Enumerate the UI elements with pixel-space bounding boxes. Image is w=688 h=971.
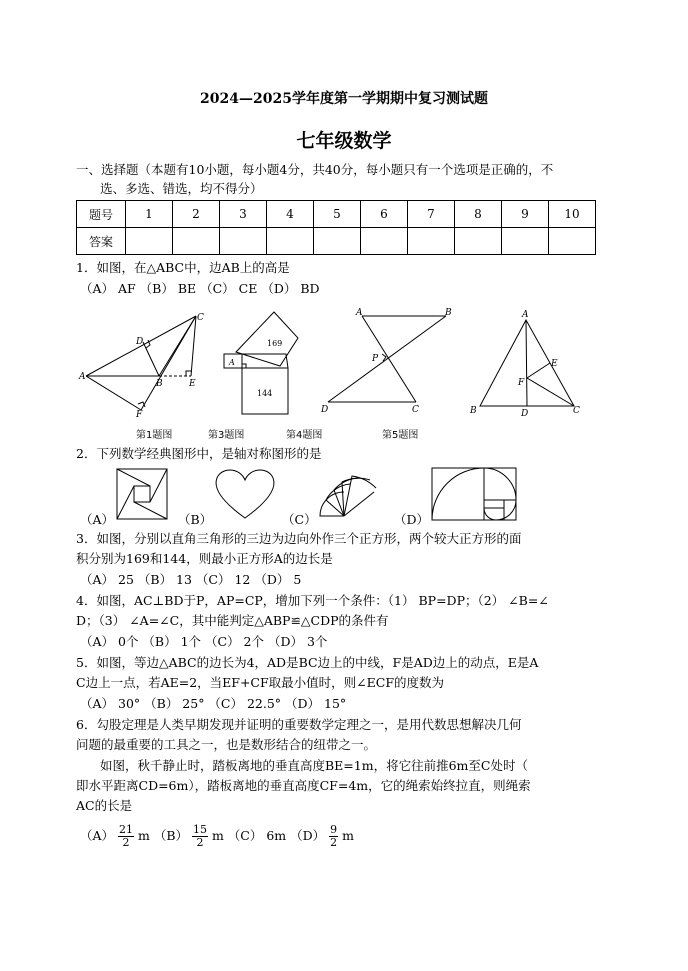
answer-cell[interactable]: [126, 228, 173, 255]
q2-option-d: （D）: [394, 512, 430, 527]
number-row-head: 题号: [77, 201, 126, 228]
answer-cell[interactable]: [361, 228, 408, 255]
number-cell: 8: [455, 201, 502, 228]
number-cell: 1: [126, 201, 173, 228]
section1-heading-line1: 一、选择题（本题有10小题，每小题4分，共40分，每小题只有一个选项是正确的，不: [76, 162, 554, 177]
q6-option-a-fraction: [118, 824, 134, 849]
answer-table-answer-row: [77, 228, 596, 255]
q5-options: （A） 30° （B） 25° （C） 22.5° （D） 15°: [80, 696, 347, 711]
q6-option-a-denominator: 2: [122, 836, 130, 849]
point-label-b: B: [470, 406, 477, 416]
answer-row-head: 答案: [77, 228, 126, 255]
figure-q2-pinwheel: [114, 466, 172, 522]
q6-option-b-denominator: 2: [196, 836, 204, 849]
point-label-d: D: [321, 405, 329, 415]
point-label-b: B: [156, 379, 163, 389]
answer-cell[interactable]: [455, 228, 502, 255]
number-cell: 4: [267, 201, 314, 228]
square-label-144: 144: [257, 389, 273, 398]
number-cell: 6: [361, 201, 408, 228]
point-label-d: D: [521, 409, 529, 418]
point-label-c: C: [412, 405, 419, 415]
figure-q1: [76, 306, 206, 418]
q6-option-d-unit: m: [342, 828, 354, 843]
q5-line2: C边上一点，若AE=2，当EF+CF取最小值时，则∠ECF的度数为: [76, 675, 444, 690]
answer-cell[interactable]: [220, 228, 267, 255]
caption-fig1: 第1题图: [136, 430, 173, 441]
q6-option-b-numerator: 15: [193, 823, 207, 836]
figure-q2-heart: [210, 466, 280, 522]
point-label-p: P: [372, 354, 379, 364]
q6-line5: AC的长是: [76, 798, 133, 813]
figure-q5: [466, 306, 586, 418]
answer-cell[interactable]: [267, 228, 314, 255]
caption-fig5: 第5题图: [382, 430, 419, 441]
q6-option-c-label: m （C） 6m （D）: [211, 828, 326, 843]
figure-q2-golden-rectangle: [430, 466, 518, 522]
q6-option-d-numerator: 9: [330, 823, 338, 836]
q4-options: （A） 0个 （B） 1个 （C） 2个 （D） 3个: [80, 634, 328, 649]
number-cell: 3: [220, 201, 267, 228]
q3-line1: 3．如图，分别以直角三角形的三边为边向外作三个正方形，两个较大正方形的面: [76, 531, 522, 546]
caption-fig3: 第3题图: [208, 430, 245, 441]
q4-line1: 4．如图，AC⊥BD于P，AP=CP，增加下列一个条件：（1） BP=DP；（2） ∠B=∠: [76, 593, 549, 608]
q6-option-b-label: m （B）: [138, 828, 189, 843]
point-label-e: E: [551, 359, 558, 369]
q3-line2: 积分别为169和144，则最小正方形A的边长是: [76, 551, 333, 566]
section1-heading-line2: 选、多选、错选，均不得分）: [100, 181, 263, 196]
q6-option-d-fraction: [329, 824, 338, 849]
q1-stem: 1．如图，在△ABC中，边AB上的高是: [76, 260, 290, 275]
q6-line3: 如图，秋千静止时，踏板离地的垂直高度BE=1m，将它往前推6m至C处时（: [100, 758, 528, 773]
point-label-c: C: [573, 406, 580, 416]
number-cell: 5: [314, 201, 361, 228]
q4-line2: D；（3） ∠A=∠C，其中能判定△ABP≌△CDP的条件有: [76, 613, 389, 628]
answer-cell[interactable]: [314, 228, 361, 255]
q2-option-c: （C）: [282, 512, 317, 527]
q2-option-a: （A）: [80, 512, 115, 527]
point-label-d: D: [136, 337, 144, 347]
q6-line1: 6．勾股定理是人类早期发现并证明的重要数学定理之一，是用代数思想解决几何: [76, 717, 522, 732]
answer-cell[interactable]: [173, 228, 220, 255]
square-label-a: A: [229, 358, 235, 367]
q6-option-a-numerator: 21: [119, 823, 134, 836]
q3-options: （A） 25 （B） 13 （C） 12 （D） 5: [80, 572, 302, 587]
point-label-f: F: [518, 378, 525, 388]
figure-q4: [316, 306, 456, 418]
point-label-f: F: [136, 410, 143, 418]
q6-option-a-label: （A）: [80, 828, 115, 843]
square-label-169: 169: [267, 339, 283, 348]
q6-option-d-denominator: 2: [330, 836, 338, 849]
exam-title: 2024—2025学年度第一学期期中复习测试题: [200, 91, 488, 107]
number-cell: 2: [173, 201, 220, 228]
q6-option-b-fraction: [192, 824, 208, 849]
answer-cell[interactable]: [549, 228, 596, 255]
point-label-e: E: [189, 379, 196, 389]
point-label-c: C: [197, 313, 204, 323]
q6-line4: 即水平距离CD=6m），踏板离地的垂直高度CF=4m，它的绳索始终拉直，则绳索: [76, 778, 531, 793]
q2-stem: 2．下列数学经典图形中，是轴对称图形的是: [76, 446, 322, 461]
answer-table-number-row: [77, 201, 596, 228]
q6-line2: 问题的最重要的工具之一，也是数形结合的纽带之一。: [76, 737, 377, 752]
answer-table: [76, 200, 596, 255]
q5-line1: 5．如图，等边△ABC的边长为4，AD是BC边上的中线，F是AD边上的动点，E是A: [76, 655, 539, 670]
q6-options: [80, 824, 354, 849]
figure-q2-spiral: [312, 464, 382, 522]
point-label-a: A: [356, 308, 363, 318]
point-label-a: A: [522, 310, 529, 320]
point-label-a: A: [79, 372, 86, 382]
caption-fig4: 第4题图: [286, 430, 323, 441]
answer-cell[interactable]: [502, 228, 549, 255]
q2-option-b: （B）: [178, 512, 213, 527]
number-cell: 10: [549, 201, 596, 228]
q1-options: （A） AF （B） BE （C） CE （D） BD: [80, 281, 320, 296]
figure-q3: [222, 306, 304, 418]
subject-title: 七年级数学: [296, 130, 392, 152]
number-cell: 7: [408, 201, 455, 228]
number-cell: 9: [502, 201, 549, 228]
answer-cell[interactable]: [408, 228, 455, 255]
point-label-b: B: [445, 308, 452, 318]
